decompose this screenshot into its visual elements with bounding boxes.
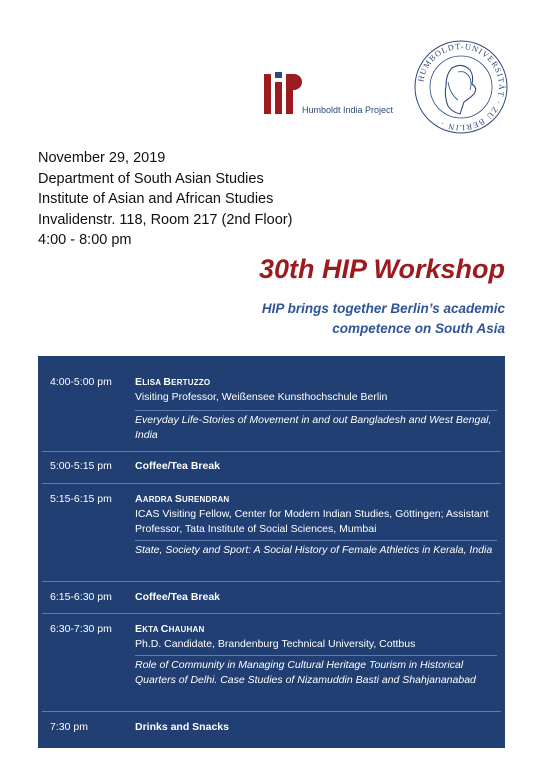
program-time: 7:30 pm [50,721,88,733]
event-time: 4:00 - 8:00 pm [38,232,132,248]
program-time: 4:00-5:00 pm [50,376,112,388]
event-room: Invalidenstr. 118, Room 217 (2nd Floor) [38,211,293,228]
speaker-affiliation: ICAS Visiting Fellow, Center for Modern Indian Studies, Göttingen; Assistant Professor, Tata Institute of Social Sciences, Mumbai [135,508,489,535]
event-date: November 29, 2019 [38,150,166,166]
program-time: 6:30-7:30 pm [50,623,112,635]
page-title: 30th HIP Workshop [258,254,505,284]
speaker-name: AARDRA SURENDRAN [135,493,230,505]
speaker-affiliation: Ph.D. Candidate, Brandenburg Technical University, Cottbus [135,638,416,650]
divider [135,655,497,656]
speaker-name: ELISA BERTUZZO [135,376,211,388]
divider [42,483,501,484]
program-time: 6:15-6:30 pm [50,591,112,603]
event-department: Department of South Asian Studies [38,170,264,187]
break-label: Coffee/Tea Break [135,591,221,603]
divider [42,711,501,712]
humboldt-seal [412,38,510,136]
talk-title: Everyday Life-Stories of Movement in and out Bangladesh and West Bengal, India [135,414,492,441]
speaker-affiliation: Visiting Professor, Weißensee Kunsthochschule Berlin [135,391,388,403]
break-label: Coffee/Tea Break [135,460,221,472]
divider [135,410,497,411]
program-time: 5:15-6:15 pm [50,493,112,505]
drinks-label: Drinks and Snacks [135,721,229,733]
page-subtitle: HIP brings together Berlin’s academic competence on South Asia [261,301,505,336]
hip-logo [262,64,422,124]
divider [42,581,501,582]
humboldt-portrait-icon [412,38,510,136]
program-schedule [38,356,505,748]
divider [42,613,501,614]
speaker-name: EKTA CHAUHAN [135,623,205,635]
svg-text:HUMBOLDT-UNIVERSITÄT · ZU BERL: HUMBOLDT-UNIVERSITÄT · ZU BERLIN · [416,41,507,133]
program-time: 5:00-5:15 pm [50,460,112,472]
divider [42,451,501,452]
talk-title: State, Society and Sport: A Social History of Female Athletics in Kerala, India [135,544,493,556]
event-details [38,148,292,251]
talk-title: Role of Community in Managing Cultural Heritage Tourism in Historical Quarters of Delhi. Case Studies of Nizamuddin Basti and Shahjananabad [135,659,476,686]
hip-tagline: Humboldt India Project [302,105,394,115]
divider [135,540,497,541]
hip-logo-icon [262,64,302,114]
event-institute: Institute of Asian and African Studies [38,191,274,207]
